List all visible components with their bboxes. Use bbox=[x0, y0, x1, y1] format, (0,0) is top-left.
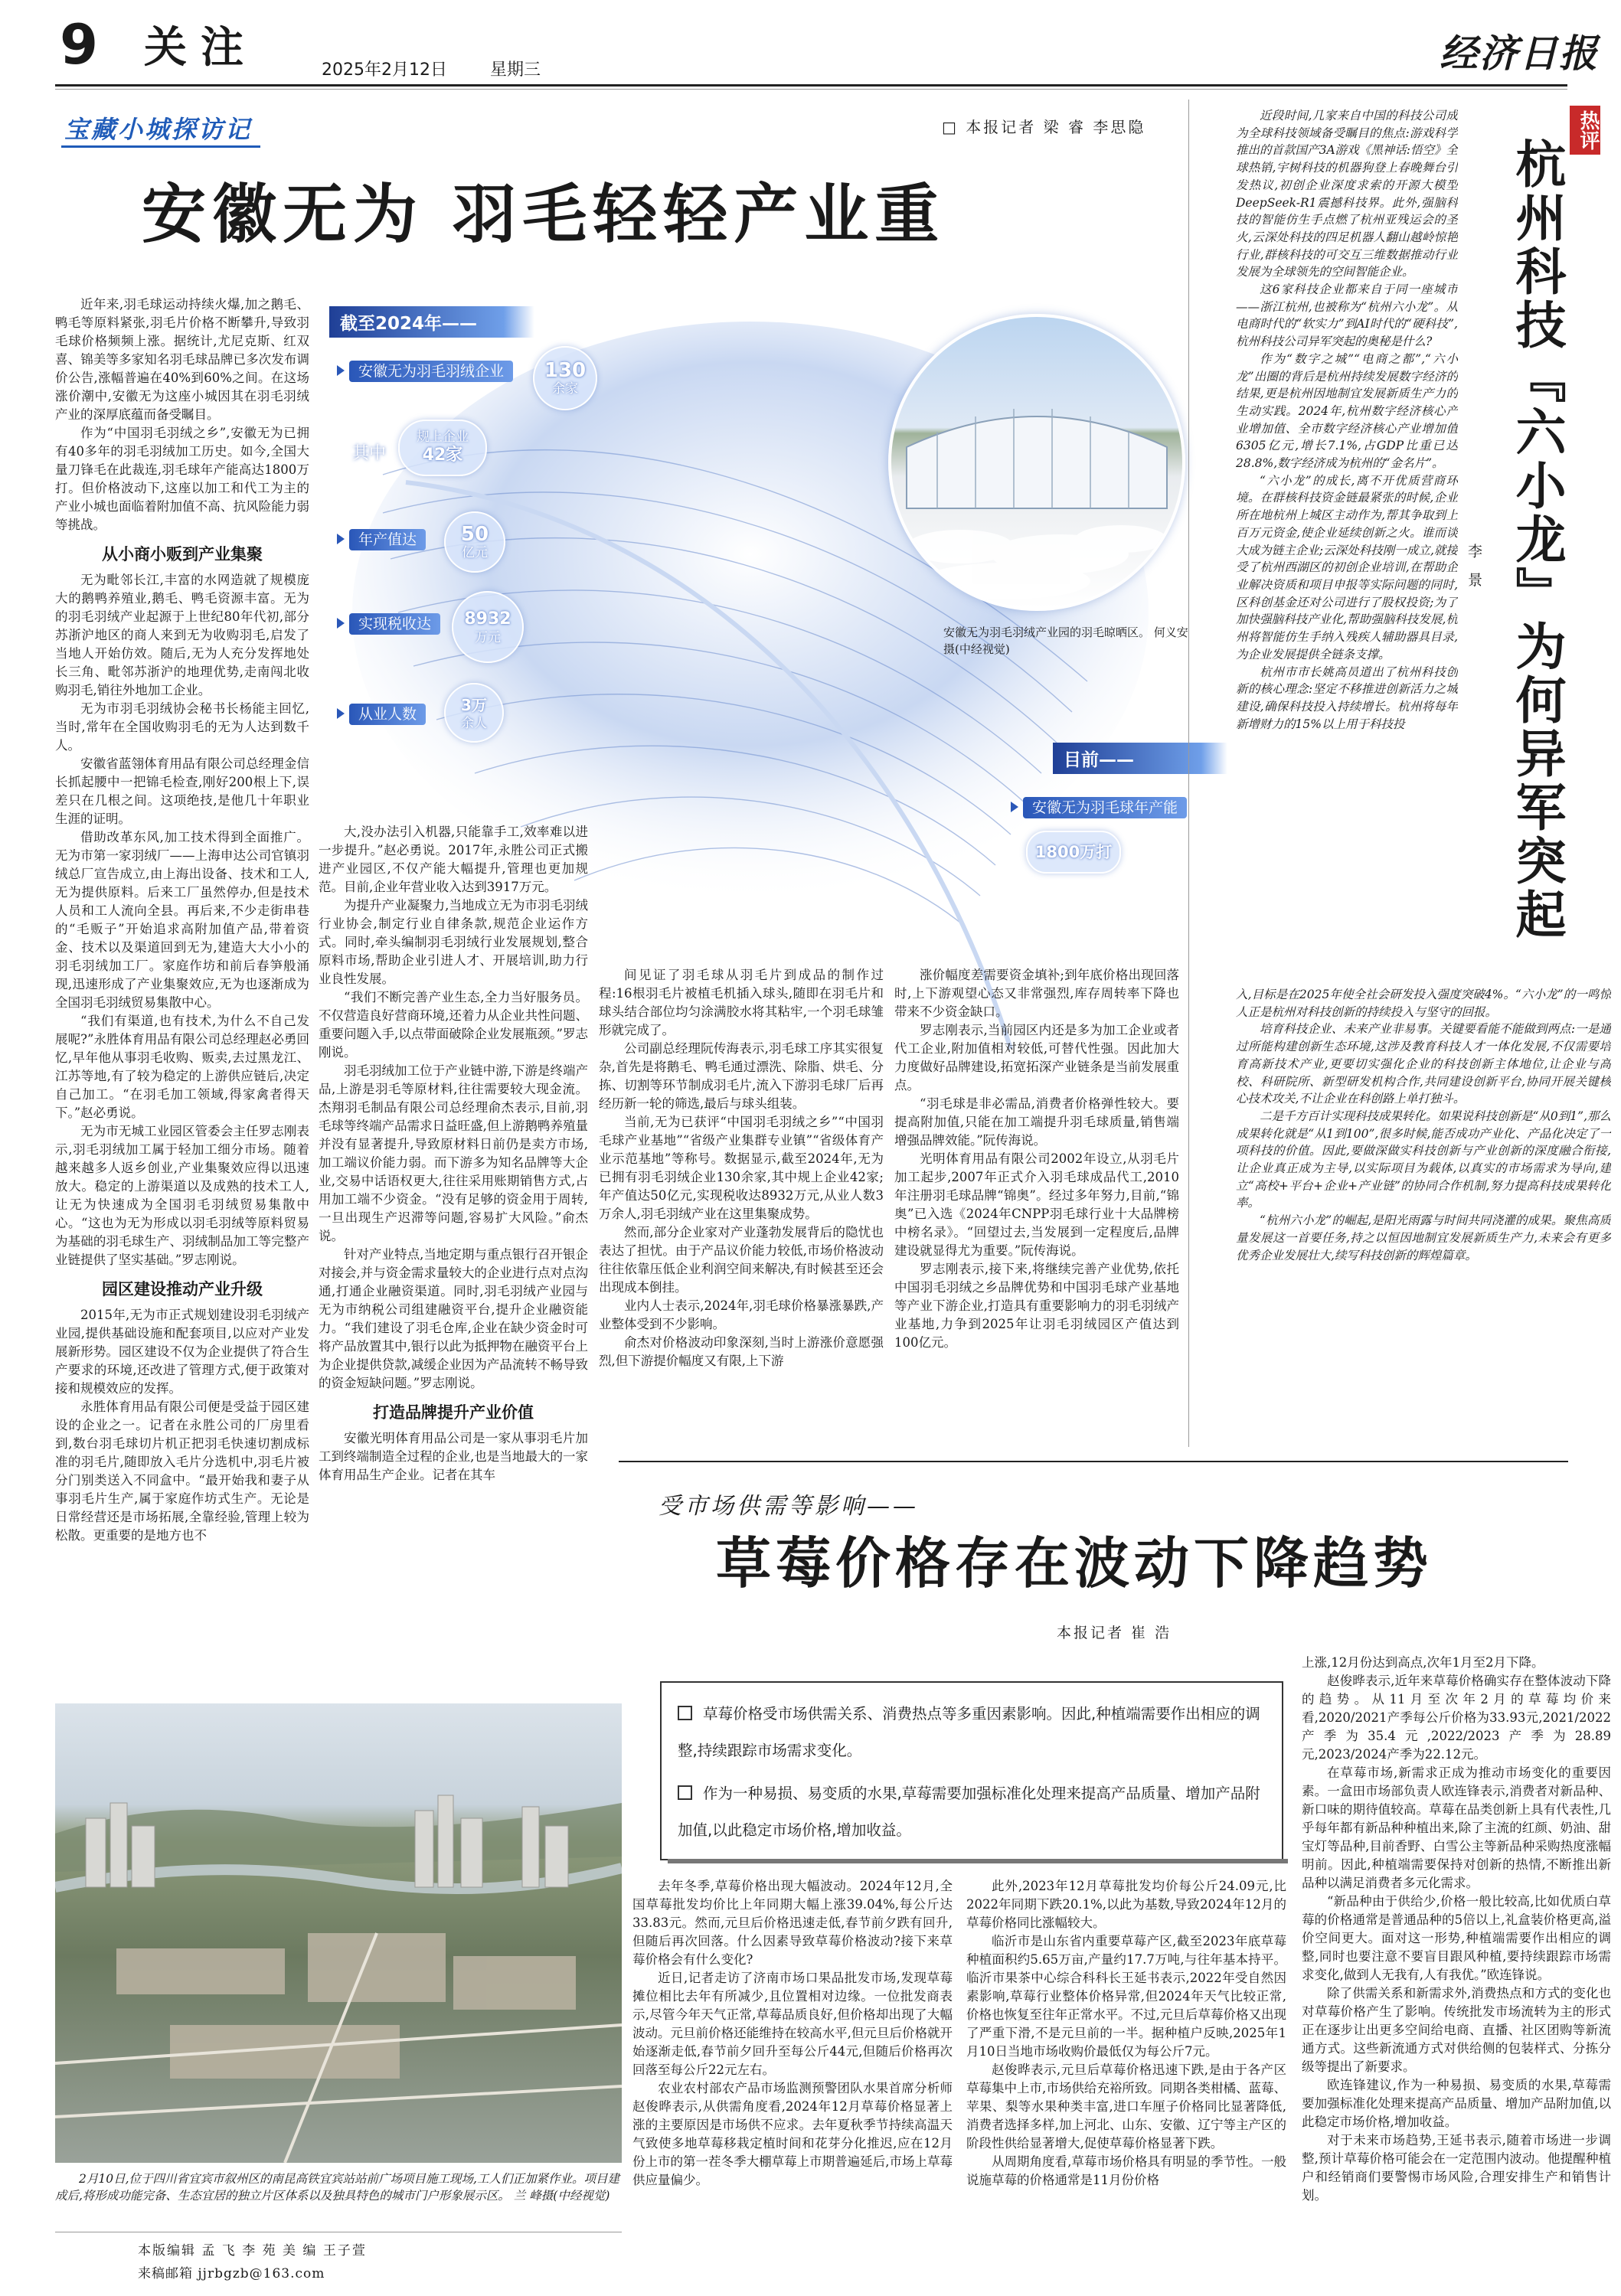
greenhouse-photo bbox=[888, 314, 1185, 611]
paragraph: “杭州六小龙”的崛起,是阳光雨露与时间共同浇灌的成果。聚焦高质量发展这一首要任务,持之以恒因地制宜发展新质生产力,未来会有更多优秀企业发展壮大,续写科技创新的辉煌篇章。 bbox=[1236, 1213, 1611, 1262]
infographic-title-now: 目前—— bbox=[1053, 743, 1227, 774]
paragraph: 欧连锋建议,作为一种易损、易变质的水果,草莓需要加强标准化处理来提高产品质量、增加产品附加值,以此稳定市场价格,增加收益。 bbox=[1302, 2078, 1611, 2129]
paragraph: 二是千方百计实现科技成果转化。如果说科技创新是“从0到1”,那么成果转化就是“从1到100”,很多时候,能否成功产业化、产品化决定了一项科技的价值。因此,要做深做实科技创新与产业创新的深度融合衔接,让企业真正成为主导,以实际项目为载体,以真实的市场需求为导向,建立“高校+平台+企业+产业链”的协同合作机制,努力提高科技成果转化率。 bbox=[1236, 1109, 1611, 1210]
section-title: 关注 bbox=[144, 22, 257, 73]
subheading: 从小商小贩到产业集聚 bbox=[102, 545, 263, 563]
stat-rackets bbox=[1011, 796, 1187, 817]
city-photo bbox=[55, 1703, 622, 2163]
stat-jobs-label: 从业人数 bbox=[349, 704, 426, 725]
paragraph: 无为毗邻长江,丰富的水网造就了规模庞大的鹅鸭养殖业,鹅毛、鸭毛资源丰富。无为的羽毛羽绒产业起源于上世纪80年代初,部分苏浙沪地区的商人来到无为收购羽毛,启发了当地人开始仿效。随后,无为人充分发挥地处长三角、毗邻苏浙沪的地理优势,走南闯北收购羽毛,销往外地加工企业。 bbox=[55, 573, 309, 697]
photo-caption: 安徽无为羽毛羽绒产业园的羽毛晾晒区。 何义安摄(中经视觉) bbox=[943, 625, 1188, 656]
paragraph: 俞杰对价格波动印象深刻,当时上游涨价意愿强烈,但下游提价幅度又有限,上下游 bbox=[599, 1335, 884, 1368]
paragraph: 公司副总经理阮传海表示,羽毛球工序其实很复杂,首先是将鹅毛、鸭毛通过漂洗、除脂、烘毛、分拣、切割等环节制成羽毛片,流入下游羽毛球厂后再经历新一轮的筛选,最后与球头组装。 bbox=[599, 1041, 884, 1111]
stat-jobs-unit: 余人 bbox=[461, 716, 487, 731]
stat-above-scale-value: 42家 bbox=[422, 446, 463, 465]
paragraph: 培育科技企业、未来产业非易事。关键要看能不能做到两点:一是通过所能构建创新生态环境,这涉及教育科技人才一体化发展,不仅需要培育高新技术产业,更要切实强化企业的科技创新主体地位,让企业与高校、科研院所、新型研发机构合作,共同建设创新平台,协同开展关键核心技术攻关,不让企业在科创路上单打独斗。 bbox=[1236, 1022, 1611, 1106]
stat-output-unit: 亿元 bbox=[462, 545, 488, 560]
strawberry-column-c bbox=[1302, 1654, 1611, 2291]
stat-income-bubble bbox=[452, 591, 524, 663]
paragraph: 罗志刚表示,当前园区内还是多为加工企业或者代工企业,附加值相对较低,可替代性强。因此加大力度做好品牌建设,拓宽拓深产业链条是当前发展重点。 bbox=[894, 1023, 1179, 1092]
paragraph: 无为市羽毛羽绒协会秘书长杨能主回忆,当时,常年在全国收购羽毛的无为人达到数千人。 bbox=[55, 701, 309, 753]
paragraph: 光明体育用品有限公司2002年设立,从羽毛片加工起步,2007年正式介入羽毛球成品代工,2010年注册羽毛球品牌“锦奥”。经过多年努力,目前,“锦奥”已入选《2024年CNPP羽毛球行业十大品牌榜中榜名录》。“回望过去,当发展到一定程度后,品牌建设就显得尤为重要。”阮传海说。 bbox=[894, 1151, 1179, 1258]
paragraph: 此外,2023年12月草莓批发均价每公斤24.09元,比2022年同期下跌20.1%,以此为基数,导致2024年12月的草莓价格同比涨幅较大。 bbox=[966, 1879, 1286, 1930]
paragraph: 羽毛羽绒加工位于产业链中游,下游是终端产品,上游是羽毛等原材料,往往需要较大现金流。杰翔羽毛制品有限公司总经理俞杰表示,目前,羽毛球等终端产品需求日益旺盛,但上游鹅鸭养殖量并没有显著提升,导致原材料日前仍是卖方市场,加工端议价能力弱。而下游多为知名品牌等大企业,交易中话语权更大,往往采用账期销售方式,占用加工端不少资金。“没有足够的资金用于周转,一旦出现生产迟滞等问题,容易扩大风险。”俞杰说。 bbox=[319, 1063, 588, 1243]
stat-among-label: 其中 bbox=[352, 444, 387, 463]
arrow-icon bbox=[1011, 802, 1018, 812]
paragraph: 大,没办法引入机器,只能靠手工,效率难以进一步提升。”赵必勇说。2017年,永胜公司正式搬进产业园区,不仅产能大幅提升,管理也更加规范。目前,企业年营业收入达到3917万元。 bbox=[319, 825, 588, 894]
paragraph: 临沂市是山东省内重要草莓产区,截至2023年底草莓种植面积约5.65万亩,产量约17.7万吨,与往年基本持平。临沂市果茶中心综合科科长王延书表示,2022年受自然因素影响,草莓行业整体价格异常,但2024年天气比较正常,价格也恢复至往年正常水平。不过,元旦后草莓价格又出现了严重下滑,不是元旦前的一半。据种植户反映,2025年1月10日当地市场收购价最低仅为每公斤7元。 bbox=[966, 1934, 1286, 2059]
arrow-icon bbox=[337, 534, 345, 544]
paragraph: 赵俊晔表示,近年来草莓价格确实存在整体波动下降的趋势。从11月至次年2月的草莓均价来看,2020/2021产季每公斤价格为33.93元,2021/2022产季为35.4元,2022/2023产季为28.89元,2023/2024产季为22.12元。 bbox=[1302, 1674, 1611, 1762]
paragraph: “新品种由于供给少,价格一般比较高,比如优质白草莓的价格通常是普通品种的5倍以上,礼盒装价格更高,溢价空间更大。面对这一形势,种植端需要作出相应的调整,同时也要注意不要盲目跟风种植,要持续跟踪市场需求变化,做到人无我有,人有我优。”欧连锋说。 bbox=[1302, 1894, 1611, 1982]
stat-output-label: 年产值达 bbox=[349, 529, 426, 550]
stat-enterprises-value: 130 bbox=[544, 359, 587, 382]
column-divider bbox=[1188, 100, 1189, 1447]
stat-jobs bbox=[337, 703, 426, 723]
city-graphic bbox=[55, 1703, 622, 2163]
strawberry-summary-2 bbox=[678, 1775, 1267, 1849]
header-rule bbox=[55, 84, 1567, 87]
stat-jobs-bubble bbox=[444, 683, 504, 743]
paragraph: 然而,部分企业家对产业蓬勃发展背后的隐忧也表达了担忧。由于产品议价能力较低,市场价格波动往往依靠压低企业利润空间来解决,有时候甚至还会出现成本倒挂。 bbox=[599, 1225, 884, 1295]
paragraph: “六小龙”的成长,离不开优质营商环境。在群核科技资金链最紧张的时候,企业所在地杭州上城区主动作为,帮其争取到上百万元资金,使企业延续创新之火。谁而谈大成为链主企业;云深处科技刚一成立,就接受了杭州西湖区的初创企业培训,在帮助企业解决资质和项目申报等实际问题的同时,区科创基金还对公司进行了股权投资;为了加快强脑科技产业化,帮助强脑科技发展,杭州将智能仿生手纳入残疾人辅助器具目录,为企业发展提供全链条支撑。 bbox=[1236, 473, 1458, 661]
stat-income bbox=[337, 612, 440, 633]
paragraph: 作为“中国羽毛羽绒之乡”,安徽无为已拥有40多年的羽毛羽绒加工历史。如今,全国大量刀锋毛在此裁连,羽毛球年产能高达1800万打。但价格波动下,这座以加工和代工为主的产业小城也面临着附加值不高、抗风险能力弱等挑战。 bbox=[55, 426, 309, 532]
stat-enterprises-label: 安徽无为羽毛羽绒企业 bbox=[349, 361, 513, 382]
paragraph: 近日,记者走访了济南市场口果品批发市场,发现草莓摊位相比去年有所减少,且位置相对边缘。一位批发商表示,尽管今年天气正常,草莓品质良好,但价格却出现了大幅波动。元旦前价格还能维持在较高水平,但元旦后价格就开始逐渐走低,春节前夕回升至每公斤44元,但随后价格再次回落至每公斤22元左右。 bbox=[632, 1971, 953, 2077]
stat-rackets-label: 安徽无为羽毛球年产能 bbox=[1023, 797, 1187, 818]
commentary-column-b bbox=[1236, 986, 1611, 1434]
stat-output-value: 50 bbox=[460, 523, 489, 546]
paragraph: 入,目标是在2025年使全社会研发投入强度突破4%。“六小龙”的一鸣惊人正是杭州对科技创新的持续投入与坚守的回报。 bbox=[1236, 988, 1611, 1019]
byline: □ 本报记者 梁 睿 李思隐 bbox=[942, 118, 1146, 136]
greenhouse-graphic bbox=[891, 317, 1182, 608]
paragraph: 安徽光明体育用品公司是一家从事羽毛片加工到终端制造全过程的企业,也是当地最大的一家体育用品生产企业。记者在其车 bbox=[319, 1431, 588, 1482]
paragraph: 安徽省蓝翎体育用品有限公司总经理金信长抓起腰中一把锦毛检查,刚好200根上下,误差只在几根之间。这项绝技,是他几十年职业生涯的证明。 bbox=[55, 756, 309, 826]
kicker-underline bbox=[61, 145, 260, 148]
masthead-logo: 经济日报 bbox=[1440, 31, 1599, 76]
commentary-tag bbox=[1570, 106, 1600, 155]
infographic-title-2024: 截至2024年—— bbox=[329, 306, 534, 338]
issue-date: 2025年2月12日 bbox=[322, 60, 447, 80]
strawberry-summary-1 bbox=[678, 1696, 1267, 1769]
paragraph: 在草莓市场,新需求正成为推动市场变化的重要因素。一盒田市场部负责人欧连锋表示,消费者对新品种、新口味的期待值较高。草莓在品类创新上具有代表性,几乎每年都有新品种种植出来,除了主流的红颜、奶油、甜宝灯等品种,目前香野、白雪公主等新品种采购热度涨幅明前。因此,种植端需要保持对创新的热情,不断推出新品种以满足消费者多元化需求。 bbox=[1302, 1765, 1611, 1890]
footer-editors: 本版编辑 孟 飞 李 苑 美 编 王子萱 bbox=[138, 2243, 367, 2258]
paragraph: 作为“数字之城”“电商之都”,“六小龙”出圈的背后是杭州持续发展数字经济的结果,更是杭州因地制宜发展新质生产力的生动实践。2024年,杭州数字经济核心产业增加值、全市数字经济核心产业增加值6305亿元,增长7.1%,占GDP比重已达28.8%,数字经济成为杭州的“金名片”。 bbox=[1236, 351, 1458, 471]
paragraph: 涨价幅度差需要资金填补;到年底价格出现回落时,上下游观望心态又非常强烈,库存周转率下降也带来不少资金缺口。 bbox=[894, 968, 1179, 1019]
city-photo-caption: 2月10日,位于四川省宜宾市叙州区的南昆高铁宜宾站站前广场项目施工现场,工人们正加紧作业。项目建成后,将形成功能完备、生态宜居的独立片区体系以及独具特色的城市门户形象展示区。 兰 峰摄(中经视觉) bbox=[55, 2172, 619, 2203]
paragraph: 杭州市市长姚高员道出了杭州科技创新的核心理念:坚定不移推进创新活力之城建设,确保科技投入持续增长。杭州将每年新增财力的15%以上用于科技投 bbox=[1236, 665, 1458, 731]
paragraph: 上涨,12月份达到高点,次年1月至2月下降。 bbox=[1302, 1655, 1544, 1670]
issue-weekday: 星期三 bbox=[490, 60, 541, 80]
stat-income-label: 实现税收达 bbox=[349, 613, 440, 635]
subheading: 园区建设推动产业升级 bbox=[102, 1280, 263, 1298]
paragraph: 针对产业特点,当地定期与重点银行召开银企对接会,并与资金需求量较大的企业进行点对点沟通,打通企业融资渠道。同时,羽毛羽绒产业园与无为市纳税公司组建融资平台,提升企业融资能力。“我们建设了羽毛仓库,企业在缺少资金时可将产品放置其中,银行以此为抵押物在融资平台上为企业提供贷款,减缓企业因为产品流转不畅导致的资金短缺问题。”罗志刚说。 bbox=[319, 1247, 588, 1390]
strawberry-column-a bbox=[632, 1877, 953, 2291]
stat-income-unit: 万元 bbox=[475, 630, 501, 645]
page-number: 9 bbox=[60, 12, 99, 77]
paragraph: “羽毛球是非必需品,消费者价格弹性较大。要提高附加值,只能在加工端提升羽毛球质量,销售端增强品牌效能。”阮传海说。 bbox=[894, 1096, 1179, 1148]
paragraph: 无为市无城工业园区管委会主任罗志刚表示,羽毛羽绒加工属于轻加工细分市场。随着越来越多人返乡创业,产业集聚效应得以迅速放大。稳定的上游渠道以及成熟的技术工人,让无为快速成为全国羽毛羽绒贸易集散中心。“这也为无为形成以羽毛羽绒等原料贸易为基础的羽毛球生产、羽绒制品加工等完整产业链提供了坚实基础。”罗志刚说。 bbox=[55, 1124, 309, 1267]
article-column-2 bbox=[319, 823, 588, 1654]
commentary-headline: 杭州科技『六小龙』为何异军突起 bbox=[1507, 138, 1566, 942]
square-icon bbox=[678, 1785, 692, 1800]
section-divider bbox=[619, 1461, 1568, 1462]
commentary-author: 李 景 bbox=[1466, 544, 1482, 592]
stat-jobs-value: 3万 bbox=[461, 696, 487, 714]
strawberry-headline: 草莓价格存在波动下降趋势 bbox=[716, 1530, 1433, 1595]
stat-output-bubble bbox=[444, 511, 505, 573]
arrow-icon bbox=[337, 618, 345, 629]
paragraph: 借助改革东风,加工技术得到全面推广。无为市第一家羽绒厂——上海申达公司官镇羽绒总厂宣告成立,由上海出设备、技术和工人,无为提供原料。后来工厂虽然停办,但是技术人员和工人流向全县。再后来,不少走街串巷的“毛贩子”开始追求高附加值产品,带着资金、技术以及渠道回到无为,建造大大小小的羽毛羽绒加工厂。家庭作坊和前后春笋般涌现,迅速形成了产业集聚效应,无为也逐渐成为全国羽毛羽绒贸易集散中心。 bbox=[55, 830, 309, 1010]
paragraph: 农业农村部农产品市场监测预警团队水果首席分析师赵俊晔表示,从供需角度看,2024年12月草莓价格显著上涨的主要原因是市场供不应求。去年夏秋季节持续高温天气致使多地草莓移栽定植时间和花芽分化推迟,应在12月份上市的第一茬冬季大棚草莓上市期普遍延后,市场上草莓供应量偏少。 bbox=[632, 2081, 953, 2187]
stat-above-scale-label: 规上企业 bbox=[417, 429, 469, 445]
stat-income-value: 8932 bbox=[464, 609, 511, 629]
paragraph: 当前,无为已获评“中国羽毛羽绒之乡”“中国羽毛球产业基地”“省级产业集群专业镇”“省级体育产业示范基地”等称号。数据显示,截至2024年,无为已拥有羽毛羽绒企业130余家,其中规上企业42家;年产值达50亿元,实现税收达8932万元,从业人数3万余人,羽毛羽绒产业在这里集聚成势。 bbox=[599, 1115, 884, 1221]
strawberry-column-b bbox=[966, 1877, 1286, 2291]
paragraph: 这6家科技企业都来自于同一座城市——浙江杭州,也被称为“杭州六小龙”。从电商时代的“软实力”到AI时代的“硬科技”,杭州科技公司异军突起的奥秘是什么? bbox=[1236, 283, 1458, 349]
paragraph: “我们有渠道,也有技术,为什么不自己发展呢?”永胜体育用品有限公司总经理赵必勇回忆,早年他从事羽毛收购、贩卖,去过黑龙江、江苏等地,有了较为稳定的上游供应链后,决定自己加工。“在羽毛加工领域,得家禽者得天下。”赵必勇说。 bbox=[55, 1014, 309, 1120]
paragraph: 近年来,羽毛球运动持续火爆,加之鹅毛、鸭毛等原料紧张,羽毛片价格不断攀升,导致羽毛球价格频频上涨。据统计,尤尼克斯、红双喜、锦美等多家知名羽毛球品牌已多次发布调价公告,涨幅普遍在40%到60%之间。在这场涨价潮中,安徽无为这座小城因其在羽毛羽绒产业的深厚底蕴而备受瞩目。 bbox=[55, 297, 309, 422]
header-rule-thin bbox=[55, 89, 1567, 90]
subheading: 打造品牌提升产业价值 bbox=[373, 1403, 534, 1422]
strawberry-summary-2-text: 作为一种易损、易变质的水果,草莓需要加强标准化处理来提高产品质量、增加产品附加值,以此稳定市场价格,增加收益。 bbox=[678, 1785, 1260, 1839]
paragraph: 为提升产业凝聚力,当地成立无为市羽毛羽绒行业协会,制定行业自律条款,规范企业运作方式。同时,牵头编制羽毛羽绒行业发展规划,整合原料市场,帮助企业引进人才、开展培训,助力行业良性发展。 bbox=[319, 898, 588, 986]
footer-email: 来稿邮箱 jjrbgzb@163.com bbox=[138, 2266, 325, 2281]
column-kicker: 宝藏小城探访记 bbox=[64, 115, 253, 144]
commentary-tag-text: 热评 bbox=[1577, 110, 1600, 150]
paragraph: 永胜体育用品有限公司便是受益于园区建设的企业之一。记者在永胜公司的厂房里看到,数台羽毛球切片机正把羽毛快速切割成标准的羽毛片,随即放入毛片分选机中,羽毛片被分门别类送入不同盒中。“最开始我和妻子从事羽毛片生产,属于家庭作坊式生产。无论是日常经营还是市场拓展,全靠经验,管理上较为松散。更重要的是地方也不 bbox=[55, 1399, 309, 1543]
arrow-icon bbox=[337, 365, 345, 376]
paragraph: 罗志刚表示,接下来,将继续完善产业优势,依托中国羽毛羽绒之乡品牌优势和中国羽毛球产业基地等产业下游企业,打造具有重要影响力的羽毛羽绒产业基地,力争到2025年让羽毛羽绒园区产值达到100亿元。 bbox=[894, 1262, 1179, 1350]
paragraph: 近段时间,几家来自中国的科技公司成为全球科技领域备受瞩目的焦点:游戏科学推出的首款国产3A游戏《黑神话:悟空》全球热销,宇树科技的机器狗登上春晚舞台引发热议,初创企业深度求索的开源大模型DeepSeek-R1震撼科技界。此外,强脑科技的智能仿生手点燃了杭州亚残运会的圣火,云深处科技的四足机器人翻山越岭惊艳行业,群核科技的可交互三维数据推动行业发展为全球领先的空间智能企业。 bbox=[1236, 109, 1458, 279]
stat-rackets-value: 1800万打 bbox=[1034, 843, 1113, 861]
arrow-icon bbox=[337, 708, 345, 719]
paragraph: 除了供需关系和新需求外,消费热点和方式的变化也对草莓价格产生了影响。传统批发市场流转为主的形式正在逐步让出更多空间给电商、直播、社区团购等新流通方式。这些新流通方式对供给侧的包装样式、分拣分级等提出了新要求。 bbox=[1302, 1986, 1611, 2074]
stat-enterprises-bubble bbox=[533, 346, 597, 410]
stat-enterprises bbox=[337, 360, 513, 380]
paragraph: 去年冬季,草莓价格出现大幅波动。2024年12月,全国草莓批发均价比上年同期大幅上涨39.04%,每公斤达33.83元。然而,元旦后价格迅速走低,春节前夕跌有回升,但随后再次回落。什么因素导致草莓价格波动?接下来草莓价格会有什么变化? bbox=[632, 1879, 953, 1967]
stat-rackets-bubble bbox=[1026, 831, 1121, 874]
paragraph: 赵俊晔表示,元旦后草莓价格迅速下跌,是由于各产区草莓集中上市,市场供给充裕所致。同期各类柑橘、蓝莓、苹果、梨等水果种类丰富,进口车厘子价格同比显著降低,消费者选择多样,加上河北、山东、安徽、辽宁等主产区的阶段性供给显著增大,促使草莓价格显著下跌。 bbox=[966, 2062, 1286, 2151]
strawberry-byline: 本报记者 崔 浩 bbox=[1057, 1625, 1172, 1641]
commentary-column-a bbox=[1236, 107, 1458, 984]
stat-enterprises-unit: 余家 bbox=[552, 381, 578, 397]
strawberry-summary-shadow bbox=[668, 1859, 1288, 1863]
article-column-4 bbox=[894, 966, 1179, 1456]
paragraph: 从周期角度看,草莓市场价格具有明显的季节性。一般说施草莓的价格通常是11月份价格 bbox=[966, 2154, 1286, 2187]
paragraph: 间见证了羽毛球从羽毛片到成品的制作过程:16根羽毛片被植毛机插入球头,随即在羽毛片和球头结合部位均匀涂满胶水将其粘牢,一个羽毛球雏形就完成了。 bbox=[599, 968, 884, 1037]
main-headline: 安徽无为 羽毛轻轻产业重 bbox=[142, 177, 946, 252]
strawberry-summary-1-text: 草莓价格受市场供需关系、消费热点等多重因素影响。因此,种植端需要作出相应的调整,持续跟踪市场需求变化。 bbox=[678, 1705, 1260, 1759]
article-column-3 bbox=[599, 966, 884, 1456]
paragraph: 对于未来市场趋势,王延书表示,随着市场进一步调整,预计草莓价格可能会在一定范围内波动。他提醒种植户和经销商们要警惕市场风险,合理安排生产和销售计划。 bbox=[1302, 2133, 1611, 2203]
stat-above-scale-bubble bbox=[398, 420, 487, 476]
paragraph: “我们不断完善产业生态,全力当好服务员。不仅营造良好营商环境,还着力从企业共性问题、重要问题入手,以点带面破除企业发展瓶颈。”罗志刚说。 bbox=[319, 990, 588, 1060]
article-column-1 bbox=[55, 296, 309, 1654]
paragraph: 业内人士表示,2024年,羽毛球价格暴涨暴跌,产业整体受到不少影响。 bbox=[599, 1298, 884, 1331]
paragraph: 2015年,无为市正式规划建设羽毛羽绒产业园,提供基础设施和配套项目,以应对产业发展新形势。园区建设不仅为企业提供了符合生产要求的环境,还改进了管理方式,便于政策对接和规模效应的发挥。 bbox=[55, 1308, 309, 1396]
strawberry-kicker: 受市场供需等影响—— bbox=[659, 1493, 919, 1520]
stat-output bbox=[337, 528, 426, 549]
square-icon bbox=[678, 1706, 692, 1720]
